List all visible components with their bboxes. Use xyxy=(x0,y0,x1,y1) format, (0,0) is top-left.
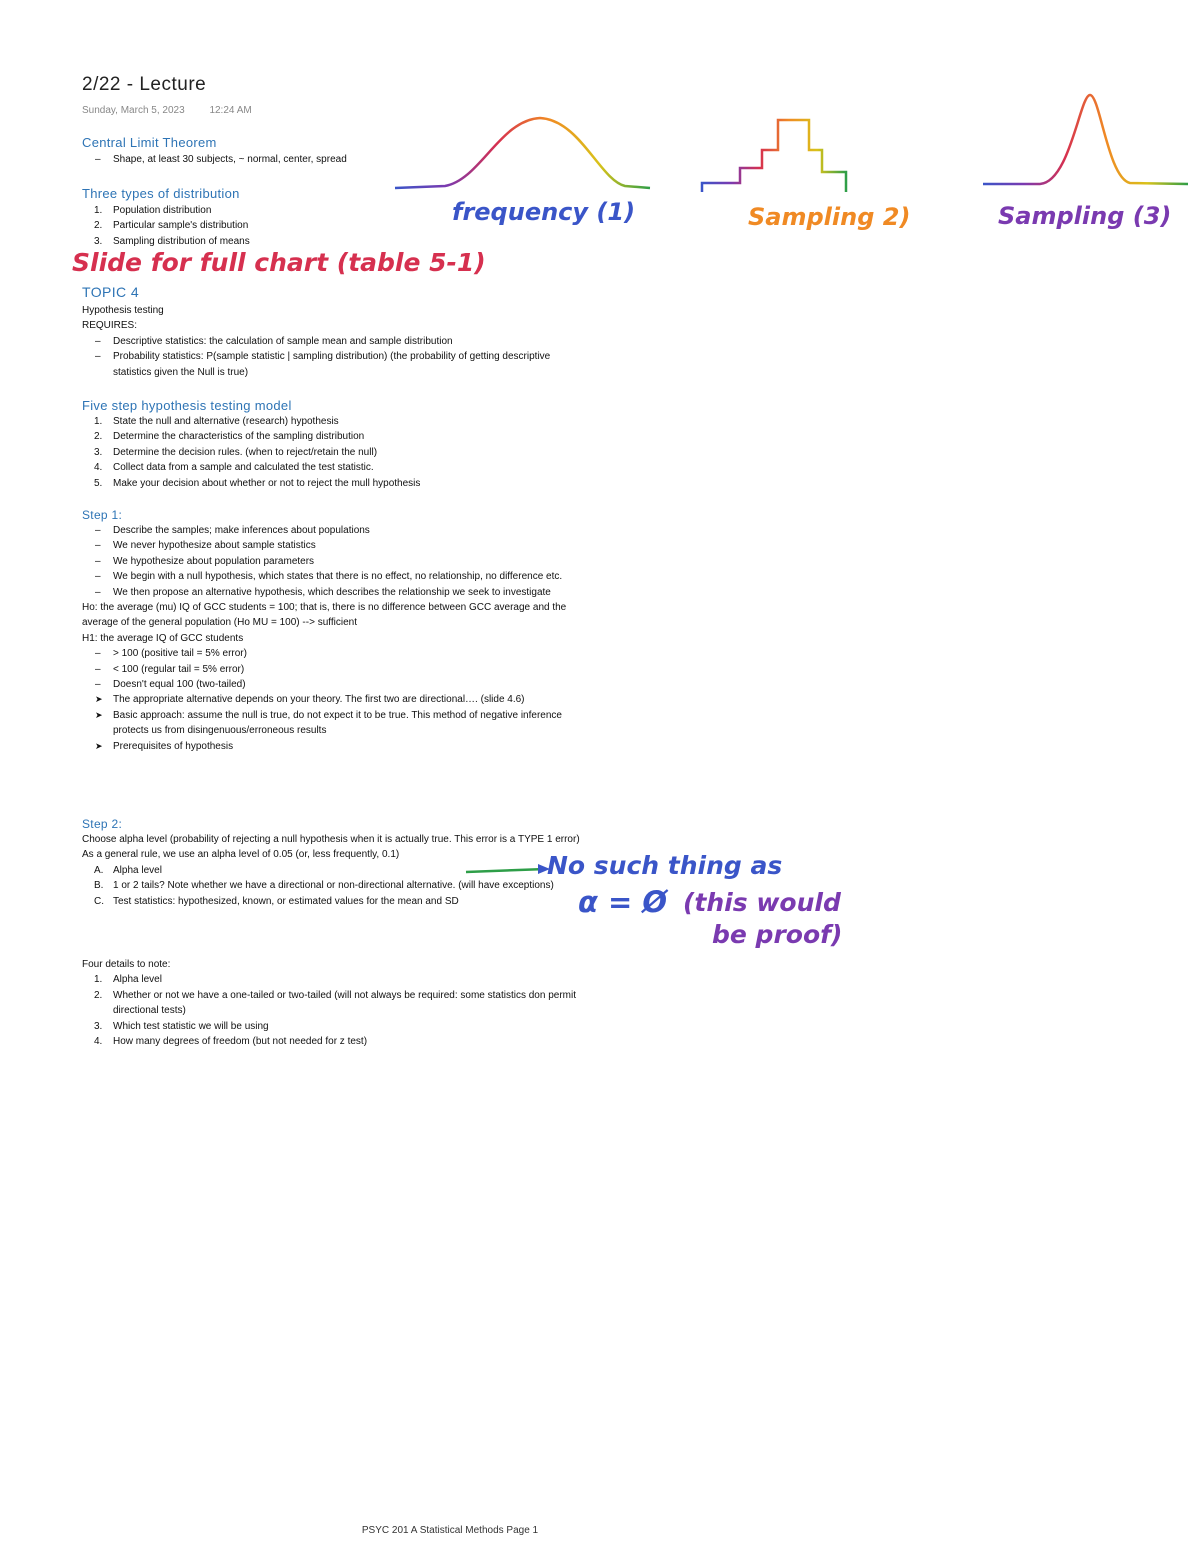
list-item: – Doesn't equal 100 (two-tailed) xyxy=(95,679,246,691)
list-item-text: Make your decision about whether or not to reject the mull hypothesis xyxy=(113,477,421,489)
list-item: 1. State the null and alternative (research) hypothesis xyxy=(94,416,339,427)
step1-h0: Ho: the average (mu) IQ of GCC students = 100; that is, there is no difference between GCC average and the average of the general population (Ho MU = 100) --> sufficient xyxy=(82,602,567,629)
handwritten-label-sampling-2: Sampling 2) xyxy=(748,203,911,231)
list-item-text: Population distribution xyxy=(113,205,212,216)
step1-list xyxy=(82,523,582,600)
sampling-histogram-sketch xyxy=(686,120,878,193)
list-marker: C. xyxy=(94,895,104,907)
list-item-text: Basic approach: assume the null is true, do not expect it to be true. This method of negative inference protects us from disingenuous/erroneous results xyxy=(113,709,562,737)
list-item-text: Whether or not we have a one-tailed or two-tailed (will not always be required: some statistics don permit directional tests) xyxy=(113,989,576,1017)
list-item: 3. Which test statistic we will be using xyxy=(94,1020,269,1032)
list-item: – Probability statistics: P(sample statistic | sampling distribution) (the probability of getting descriptive statistics given the Null is true) xyxy=(95,351,551,378)
step1-h1: H1: the average IQ of GCC students xyxy=(82,632,244,644)
list-item-text: We begin with a null hypothesis, which states that there is no effect, no relationship, no difference etc. xyxy=(113,571,563,583)
page-footer: PSYC 201 A Statistical Methods Page 1 xyxy=(361,1525,539,1536)
list-item: 2. Whether or not we have a one-tailed or two-tailed (will not always be required: some statistics don permit directional tests) xyxy=(94,989,576,1017)
frequency-curve-sketch xyxy=(395,118,652,192)
list-item: – > 100 (positive tail = 5% error) xyxy=(95,648,247,660)
page-date: Sunday, March 5, 2023 xyxy=(82,105,185,116)
list-item: – We begin with a null hypothesis, which states that there is no effect, no relationship, no difference etc. xyxy=(95,571,563,583)
list-item-text: We never hypothesize about sample statistics xyxy=(113,540,316,552)
list-item-text: Which test statistic we will be using xyxy=(113,1020,269,1032)
list-item: – < 100 (regular tail = 5% error) xyxy=(95,663,245,675)
step1-section xyxy=(82,508,582,754)
list-item-text: We then propose an alternative hypothesis, which describes the relationship we seek to investigate xyxy=(113,586,551,598)
step2-para1: Choose alpha level (probability of rejecting a null hypothesis when it is actually true. This error is a TYPE 1 error) xyxy=(82,834,580,845)
topic4-section xyxy=(82,284,582,380)
list-item-text: How many degrees of freedom (but not needed for z test) xyxy=(113,1036,368,1048)
five-step-list xyxy=(82,414,582,491)
list-item: – Descriptive statistics: the calculation of sample mean and sample distribution xyxy=(95,335,453,347)
handwritten-label-sampling-3: Sampling (3) xyxy=(998,202,1172,230)
list-item: – We then propose an alternative hypothesis, which describes the relationship we seek to investigate xyxy=(95,586,551,598)
page-time: 12:24 AM xyxy=(209,105,252,116)
list-item-text: Particular sample's distribution xyxy=(113,220,249,232)
arrow-bullet-icon: ➤ xyxy=(95,694,103,705)
topic4-subheading: Hypothesis testing xyxy=(82,305,164,316)
arrow-bullet-icon: ➤ xyxy=(95,709,103,720)
list-item-text: > 100 (positive tail = 5% error) xyxy=(113,648,247,660)
clt-heading: Central Limit Theorem xyxy=(82,135,217,150)
list-item: 3. Sampling distribution of means xyxy=(94,235,250,247)
list-item-text: 1 or 2 tails? Note whether we have a directional or non-directional alternative. (will have exceptions) xyxy=(113,880,554,892)
topic4-heading: TOPIC 4 xyxy=(82,284,140,300)
page-title: 2/22 - Lecture xyxy=(82,74,207,95)
step1-arrow-list xyxy=(82,692,582,754)
list-item-text: Test statistics: hypothesized, known, or estimated values for the mean and SD xyxy=(113,895,459,907)
list-item xyxy=(82,878,582,893)
list-marker: B. xyxy=(94,880,104,892)
list-item-text: Alpha level xyxy=(113,974,162,986)
handwritten-this-would: (this would xyxy=(683,888,841,917)
list-item-text: We hypothesize about population parameters xyxy=(113,555,315,567)
four-details-list xyxy=(82,972,582,1049)
list-item-text: Shape, at least 30 subjects, ~ normal, center, spread xyxy=(113,154,347,165)
five-step-section xyxy=(82,398,582,491)
list-item-text: Descriptive statistics: the calculation of sample mean and sample distribution xyxy=(113,335,453,347)
sampling-narrow-curve-sketch xyxy=(983,95,1192,189)
list-item: – We hypothesize about population parameters xyxy=(95,555,315,567)
four-details-heading: Four details to note: xyxy=(82,959,171,970)
five-step-heading: Five step hypothesis testing model xyxy=(82,398,292,413)
list-item-text: State the null and alternative (research) hypothesis xyxy=(113,416,339,427)
list-item-text: Sampling distribution of means xyxy=(113,235,250,247)
list-item-text: Determine the characteristics of the sampling distribution xyxy=(113,431,365,443)
handwritten-no-such-thing: No such thing as xyxy=(547,851,783,880)
list-item: 4. How many degrees of freedom (but not needed for z test) xyxy=(94,1036,368,1048)
types-heading: Three types of distribution xyxy=(82,186,240,201)
list-item: 2. Particular sample's distribution xyxy=(94,220,249,232)
handwritten-arrow-icon xyxy=(460,860,560,880)
handwritten-slide-note: Slide for full chart (table 5-1) xyxy=(72,248,486,277)
list-item: – Shape, at least 30 subjects, ~ normal, center, spread xyxy=(95,154,347,165)
list-item xyxy=(82,708,582,739)
list-item-text: Describe the samples; make inferences about populations xyxy=(113,525,370,536)
list-item: – Describe the samples; make inferences about populations xyxy=(95,525,370,536)
list-item-text: Prerequisites of hypothesis xyxy=(113,740,234,752)
list-item-text: Probability statistics: P(sample statistic | sampling distribution) (the probability of getting descriptive statistics given the Null is true) xyxy=(113,351,551,378)
list-item: 1. Alpha level xyxy=(94,974,162,986)
list-marker: A. xyxy=(94,864,104,876)
step2-heading: Step 2: xyxy=(82,817,123,831)
four-details-section xyxy=(82,957,582,1049)
topic4-list xyxy=(82,334,582,380)
handwritten-label-frequency: frequency (1) xyxy=(452,198,636,226)
list-item-text: Collect data from a sample and calculated the test statistic. xyxy=(113,462,374,474)
step1-h1-list xyxy=(82,646,582,692)
step1-heading: Step 1: xyxy=(82,508,123,522)
list-item-text: Doesn't equal 100 (two-tailed) xyxy=(113,679,246,691)
handwritten-alpha-zero: α = Ø xyxy=(578,885,668,919)
topic4-requires: REQUIRES: xyxy=(82,320,138,332)
list-item: 2. Determine the characteristics of the sampling distribution xyxy=(94,431,365,443)
list-item-text: Determine the decision rules. (when to reject/retain the null) xyxy=(113,446,378,458)
list-item: – We never hypothesize about sample statistics xyxy=(95,540,316,552)
list-item-text: The appropriate alternative depends on your theory. The first two are directional…. (slide 4.6) xyxy=(113,694,525,706)
list-item: 5. Make your decision about whether or not to reject the mull hypothesis xyxy=(94,477,421,489)
list-item-text: Alpha level xyxy=(113,864,162,876)
list-item xyxy=(82,894,582,909)
arrow-bullet-icon: ➤ xyxy=(95,740,103,751)
list-item: 3. Determine the decision rules. (when to reject/retain the null) xyxy=(94,446,378,458)
list-item xyxy=(82,692,582,707)
list-item: 4. Collect data from a sample and calculated the test statistic. xyxy=(94,462,374,474)
handwritten-be-proof: be proof) xyxy=(712,920,843,949)
list-item: 1. Population distribution xyxy=(94,205,212,216)
list-item xyxy=(82,739,582,754)
step2-para2: As a general rule, we use an alpha level of 0.05 (or, less frequently, 0.1) xyxy=(82,849,400,861)
list-item-text: < 100 (regular tail = 5% error) xyxy=(113,663,245,675)
